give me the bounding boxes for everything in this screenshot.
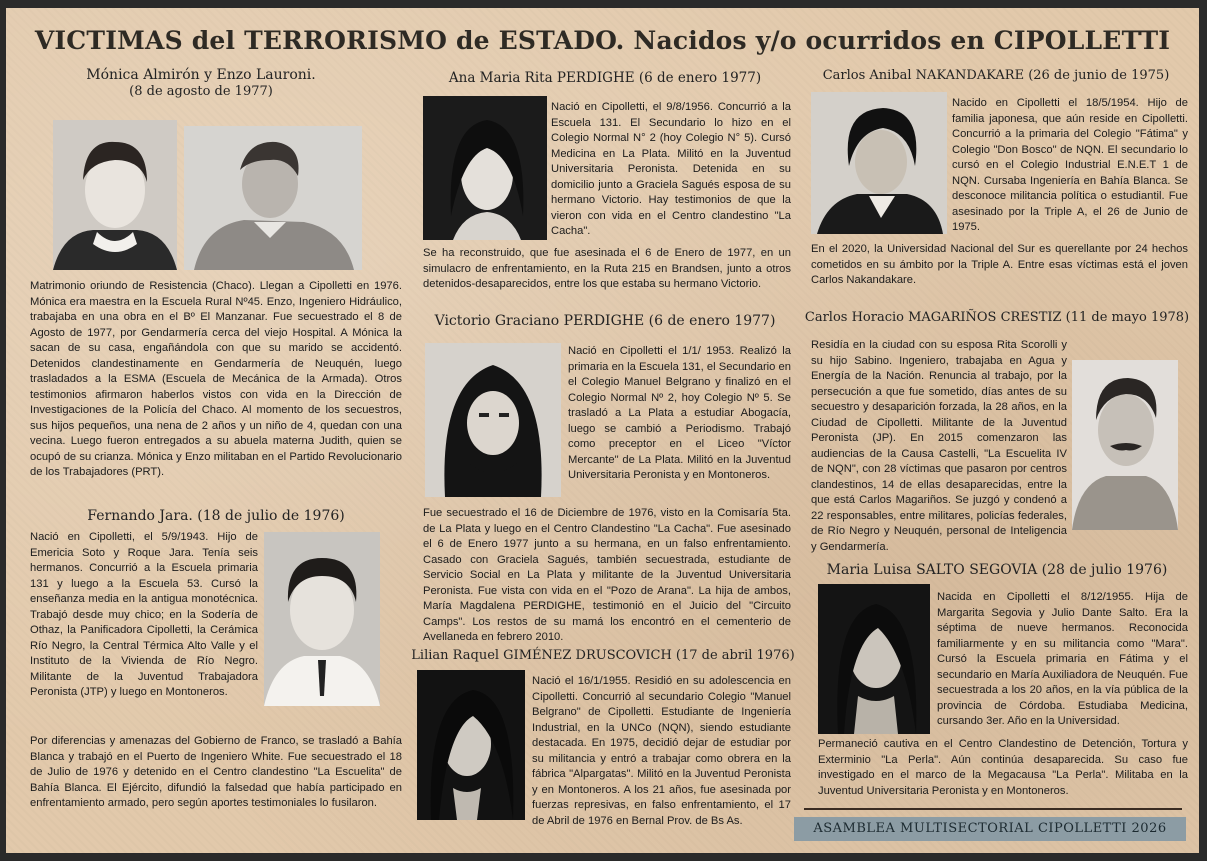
victorio-perdighe-name: Victorio Graciano PERDIGHE (6 de enero 1977) (434, 313, 776, 329)
ana-perdighe-name: Ana Maria Rita PERDIGHE (6 de enero 1977) (448, 70, 762, 86)
salto-text-1: Nacida en Cipolletti el 8/12/1955. Hija de Margarita Segovia y Julio Dante Salto. Era la séptima de nueve hermanos. Reconocida familiarmente y en su militancia como "Mara". Cursó la Escuela primaria en Fátima y el secundario en María Auxiliadora de Neuquén. Fue secuestrada a los 20 años, en la vía pública de la provincia de Córdoba. Estudiaba Medicina, cursando 3er. Año en la Universidad. (937, 591, 1188, 727)
nakandakare-text-2: En el 2020, la Universidad Nacional del Sur es querellante por 24 hechos cometidos en su ámbito por la Triple A. Entre esas víctimas está el joven Carlos Nakandakare. (811, 243, 1188, 286)
jara-text-2: Por diferencias y amenazas del Gobierno de Franco, se trasladó a Bahía Blanca y trabajó en el Puerto de Ingeniero White. Fue secuestrado el 18 de Julio de 1976 y detenido en el Centro clandestino "La Escuelita" de Bahía Blanca. El Ejército, difundió la falsedad que había participado en enfrentamiento armado, pero según aportes testimoniales lo fusilaron. (30, 735, 402, 809)
footer-divider (804, 808, 1182, 810)
nakandakare-name: Carlos Anibal NAKANDAKARE (26 de junio de 1975) (822, 68, 1170, 83)
ana-perdighe-text-2: Se ha reconstruido, que fue asesinada el 6 de Enero de 1977, en un simulacro de enfrentamiento, en la Ruta 215 en Brandsen, junto a otros detenidos-desaparecidos, entre los que estaba su hermano Victorio. (423, 247, 791, 290)
magarinos-name: Carlos Horacio MAGARIÑOS CRESTIZ (11 de mayo 1978) (804, 310, 1190, 325)
lilian-gimenez-photo (417, 670, 525, 820)
ana-perdighe-text-1: Nació en Cipolletti, el 9/8/1956. Concurrió a la Escuela 131. El Secundario lo hizo en el Colegio Normal N° 2 (hoy Colegio N° 5). Cursó Medicina en La Plata. Militó en la Juventud Universitaria Peronista. Detenida en su domicilio junto a Graciela Sagués esposa de su hermano Victorio. Hay testimonios de que la vieron con vida en el Centro clandestino "La Cacha". (551, 101, 791, 237)
nakandakare-text-1: Nacido en Cipolletti el 18/5/1954. Hijo de familia japonesa, que aún reside en Cipolletti. Concurrió a la primaria del Colegio "Fátima" y Colegio "Don Bosco" de NQN. El secundario lo cursó en el Colegio Industrial E.N.E.T 1 de NQN. Cursaba Ingeniería en Bahía Blanca. Se desconoce militancia política o estudiantil. Fue asesinado por la Triple A, el 26 de Junio de 1975. (952, 97, 1188, 233)
almiron-lauroni-text: Matrimonio oriundo de Resistencia (Chaco). Llegan a Cipolletti en 1976. Mónica era maestra en la Escuela Rural Nº45. Enzo, Ingeniero Hidráulico, trabajaba en una obra en el Bº El Manzanar. Fue secuestrado el 8 de Agosto de 1977, por Gendarmería cerca del viejo Hospital. A Mónica la sacan de su casa, engañándola con que su marido se accidentó. Detenidos clandestinamente en Gendarmería de Neuquén, luego trasladados a la ESMA (Escuela de Mecánica de la Armada). Otros testimonios afirmaron haberlos vistos con vida en la Dirección de Investigaciones de la Policía del Chaco. Al momento de los secuestros, sus hijos pequeños, una nena de 2 años y un niño de 4, quedan con una vecina. Luego fueron entregados a su abuela materna Judith, quien se ocupó de su crianza. Mónica y Enzo militaban en el Partido Revolucionario de los Trabajadores (PRT). (30, 280, 402, 478)
footer-credit: ASAMBLEA MULTISECTORIAL CIPOLLETTI 2026 (794, 817, 1186, 841)
fernando-jara-photo (264, 532, 380, 706)
poster-title: VICTIMAS del TERRORISMO de ESTADO. Nacidos y/o ocurridos en CIPOLLETTI (34, 26, 1171, 55)
victorio-perdighe-text-2: Fue secuestrado el 16 de Diciembre de 1976, visto en la Comisaría 5ta. de La Plata y luego en el Centro Clandestino "La Cacha". Fue asesinado el 6 de Enero 1977 junto a su hermana, en un falso enfrentamiento. Casado con Graciela Sagués, también secuestrada, estudiante de Servicio Social en La Plata y militante de la Juventud Universitaria Peronista. Fue vista con vida en el "Pozo de Arana". La hija de ambos, María Magdalena PERDIGHE, testimonió en el Juicio del "Circuito Camps". Los restos de su mamá los encontró en el cementerio de Avellaneda en febrero 2010. (423, 507, 791, 643)
salto-photo (818, 584, 930, 734)
magarinos-text: Residía en la ciudad con su esposa Rita Scorolli y su hijo Sabino. Ingeniero, trabajaba en Agua y Energía de la Nación. Renuncia al trabajo, por la persecución a que fue sometido, días antes de su secuestro y desaparición forzada, la 28 años, en la Ciudad de Cipolletti. Militante de la Juventud Peronista (JP). En 2015 comenzaron las audiencias de la Causa Castelli, "La Escuelita IV de NQN", con 28 víctimas que pasaron por centros clandestinos, 14 de ellas desaparecidas, entre la que está Carlos Magariños. Se juzgó y condenó a 22 responsables, entre militares, policías federales, de Río Negro y Neuquén, personal de Inteligencia y Gendarmería. (811, 339, 1067, 553)
monica-almiron-photo (53, 120, 177, 270)
salto-text-2: Permaneció cautiva en el Centro Clandestino de Detención, Tortura y Exterminio "La Perla". Aún continúa desaparecida. Su caso fue investigado en el marco de la Megacausa "La Perla". Militaba en la Juventud Universitaria Peronista y en Montoneros. (818, 738, 1188, 797)
victorio-perdighe-text-1: Nació en Cipolletti el 1/1/ 1953. Realizó la primaria en la Escuela 131, el Secundario en el Colegio Manuel Belgrano y finalizó en el Colegio Normal Nº 2, hoy Colegio Nº 5. Se trasladó a La Plata a estudiar Abogacía, luego se cambió a Periodismo. Trabajó como preceptor en el Liceo "Víctor Mercante" de La Plata. Militó en la Juventud Universitaria Peronista y en Montoneros. (568, 345, 791, 481)
enzo-lauroni-photo (184, 126, 362, 270)
jara-text-1: Nació en Cipolletti, el 5/9/1943. Hijo de Emericia Soto y Roque Jara. Tenía seis hermanos. Concurrió a la Escuela primaria 131 y luego a la Escuela 53. Cursó la enseñanza media en la antigua monotécnica. Trabajó desde muy chico; en la Sodería de Othaz, la Panificadora Cipolletti, la Cerámica Río Negro, la Central Térmica Alto Valle y el Instituto de la Vivienda de Río Negro. Militante de la Juventud Trabajadora Peronista (JTP) y luego en Montoneros. (30, 531, 258, 698)
gimenez-text: Nació el 16/1/1955. Residió en su adolescencia en Cipolletti. Concurrió al secundario Colegio "Manuel Belgrano" de Cipolletti. Estudiante de Ingeniería Industrial, en la UNCo (NQN), siendo estudiante destacada. En 1975, decidió dejar de estudiar por su militancia y entró a trabajar como obrera en la fábrica "Alpargatas". Militó en la Juventud Peronista y en Montoneros. A los 21 años, fue asesinada por fuerzas represivas, en falso enfrentamiento, el 17 de Abril de 1976 en Bernal Prov. de Bs As. (532, 675, 791, 827)
almiron-lauroni-date: (8 de agosto de 1977) (129, 84, 273, 99)
memorial-poster (6, 8, 1199, 853)
almiron-lauroni-name: Mónica Almirón y Enzo Lauroni. (86, 67, 316, 83)
jara-name: Fernando Jara. (18 de julio de 1976) (87, 508, 345, 524)
nakandakare-photo (811, 92, 947, 234)
magarinos-photo (1072, 360, 1178, 530)
ana-perdighe-photo (423, 96, 547, 240)
gimenez-name: Lilian Raquel GIMÉNEZ DRUSCOVICH (17 de abril 1976) (411, 648, 795, 663)
victorio-perdighe-photo (425, 343, 561, 497)
salto-name: Maria Luisa SALTO SEGOVIA (28 de julio 1976) (826, 562, 1168, 578)
